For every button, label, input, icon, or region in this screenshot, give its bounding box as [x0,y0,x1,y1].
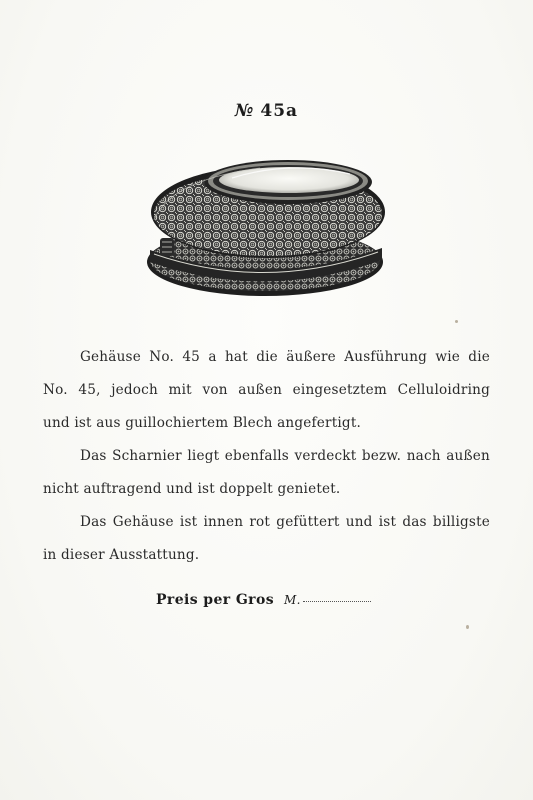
price-blank-dotted-line [303,601,371,602]
paper-speck [455,320,458,323]
paragraph-line: Das Scharnier liegt ebenfalls verdeckt bezw. nach außen [80,448,490,464]
price-label: Preis per Gros [156,592,274,608]
item-number-heading [0,101,533,121]
currency-symbol: M. [283,593,301,607]
paragraph-line: in dieser Ausstattung. [43,547,200,563]
price-line [156,592,371,608]
paper-speck [466,625,469,629]
paragraph-line: nicht auftragend und ist doppelt genietet. [43,481,341,497]
watch-case-illustration [140,150,395,310]
item-number: 45a [260,101,299,121]
paragraph-line: Das Gehäuse ist innen rot gefüttert und ist das billigste [80,514,490,530]
paragraph-1 [43,341,490,440]
description-text [43,341,490,572]
paragraph-line: Gehäuse No. 45 a hat die äußere Ausführung wie die [80,349,490,365]
paragraph-3 [43,506,490,572]
number-sign: № [234,101,255,121]
paragraph-line: und ist aus guillochiertem Blech angefertigt. [43,415,362,431]
paragraph-2 [43,440,490,506]
paragraph-line: No. 45, jedoch mit von außen eingesetztem Celluloidring [43,382,490,398]
